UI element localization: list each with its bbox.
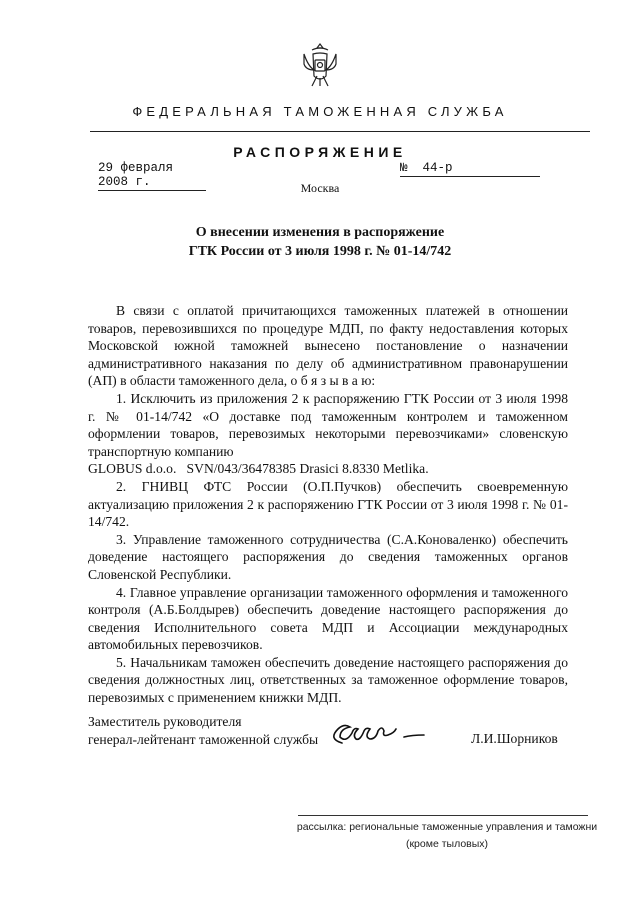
mailing-line-2: (кроме тыловых) — [405, 838, 489, 850]
coat-of-arms-icon — [298, 40, 342, 92]
heading-line-2: ГТК России от 3 июля 1998 г. № 01-14/742 — [188, 244, 452, 259]
document-number: № 44-р — [400, 161, 540, 177]
signatory-title-line-1: Заместитель руководителя — [88, 714, 242, 729]
heading-line-1: О внесении изменения в распоряжение — [195, 225, 445, 240]
document-city: Москва — [300, 181, 340, 195]
document-type: РАСПОРЯЖЕНИЕ — [233, 144, 407, 160]
signatory-title-line-2: генерал-лейтенант таможенной службы — [88, 732, 319, 747]
intro-paragraph: В связи с оплатой причитающихся таможенных платежей в отношении товаров, перевозившихся по процедуре МДП, по факту недоставления которых Московской южной таможней вынесено постановление о назначении административного наказания по делу об административном правонарушении (АП) в области таможенного дела, о б я з ы в а ю: — [88, 303, 568, 389]
signatory-title — [88, 713, 318, 749]
mailing-list — [292, 819, 602, 853]
footer-divider — [298, 815, 588, 816]
handwritten-signature — [322, 713, 432, 753]
document-date: 29 февраля 2008 г. — [98, 161, 206, 191]
item-1-company: GLOBUS d.o.o. SVN/043/36478385 Drasici 8.8330 Metlika. — [88, 461, 429, 477]
header-divider — [90, 131, 590, 132]
signatory-name: Л.И.Шорников — [471, 731, 558, 746]
document-heading — [0, 223, 640, 261]
document-body — [88, 302, 568, 707]
item-3: 3. Управление таможенного сотрудничества (С.А.Коноваленко) обеспечить доведение настоящего распоряжения до сведения таможенных органов Словенской Республики. — [88, 531, 568, 582]
item-4: 4. Главное управление организации таможенного оформления и таможенного контроля (А.Б.Болдырев) обеспечить доведение настоящего распоряжения до сведения Исполнительного совета МДП и Ассоциации международных автомобильных перевозчиков. — [88, 584, 568, 653]
mailing-line-1: рассылка: региональные таможенные управления и таможни — [296, 821, 598, 833]
item-2: 2. ГНИВЦ ФТС России (О.П.Пучков) обеспечить своевременную актуализацию приложения 2 к распоряжению ГТК России от 3 июля 1998 г. № 01-14/742. — [88, 478, 568, 530]
agency-name: ФЕДЕРАЛЬНАЯ ТАМОЖЕННАЯ СЛУЖБА — [132, 104, 508, 119]
item-5: 5. Начальникам таможен обеспечить доведение настоящего распоряжения до сведения должностных лиц, ответственных за таможенное оформление товаров, перевозимых с применением книжки МДП. — [88, 654, 568, 706]
item-1: 1. Исключить из приложения 2 к распоряжению ГТК России от 3 июля 1998 г. № 01-14/742 «О доставке под таможенным контролем и таможенном оформлении товаров, перевозимых некоторыми перевозчиками» словенскую транспортную компанию — [88, 390, 568, 459]
